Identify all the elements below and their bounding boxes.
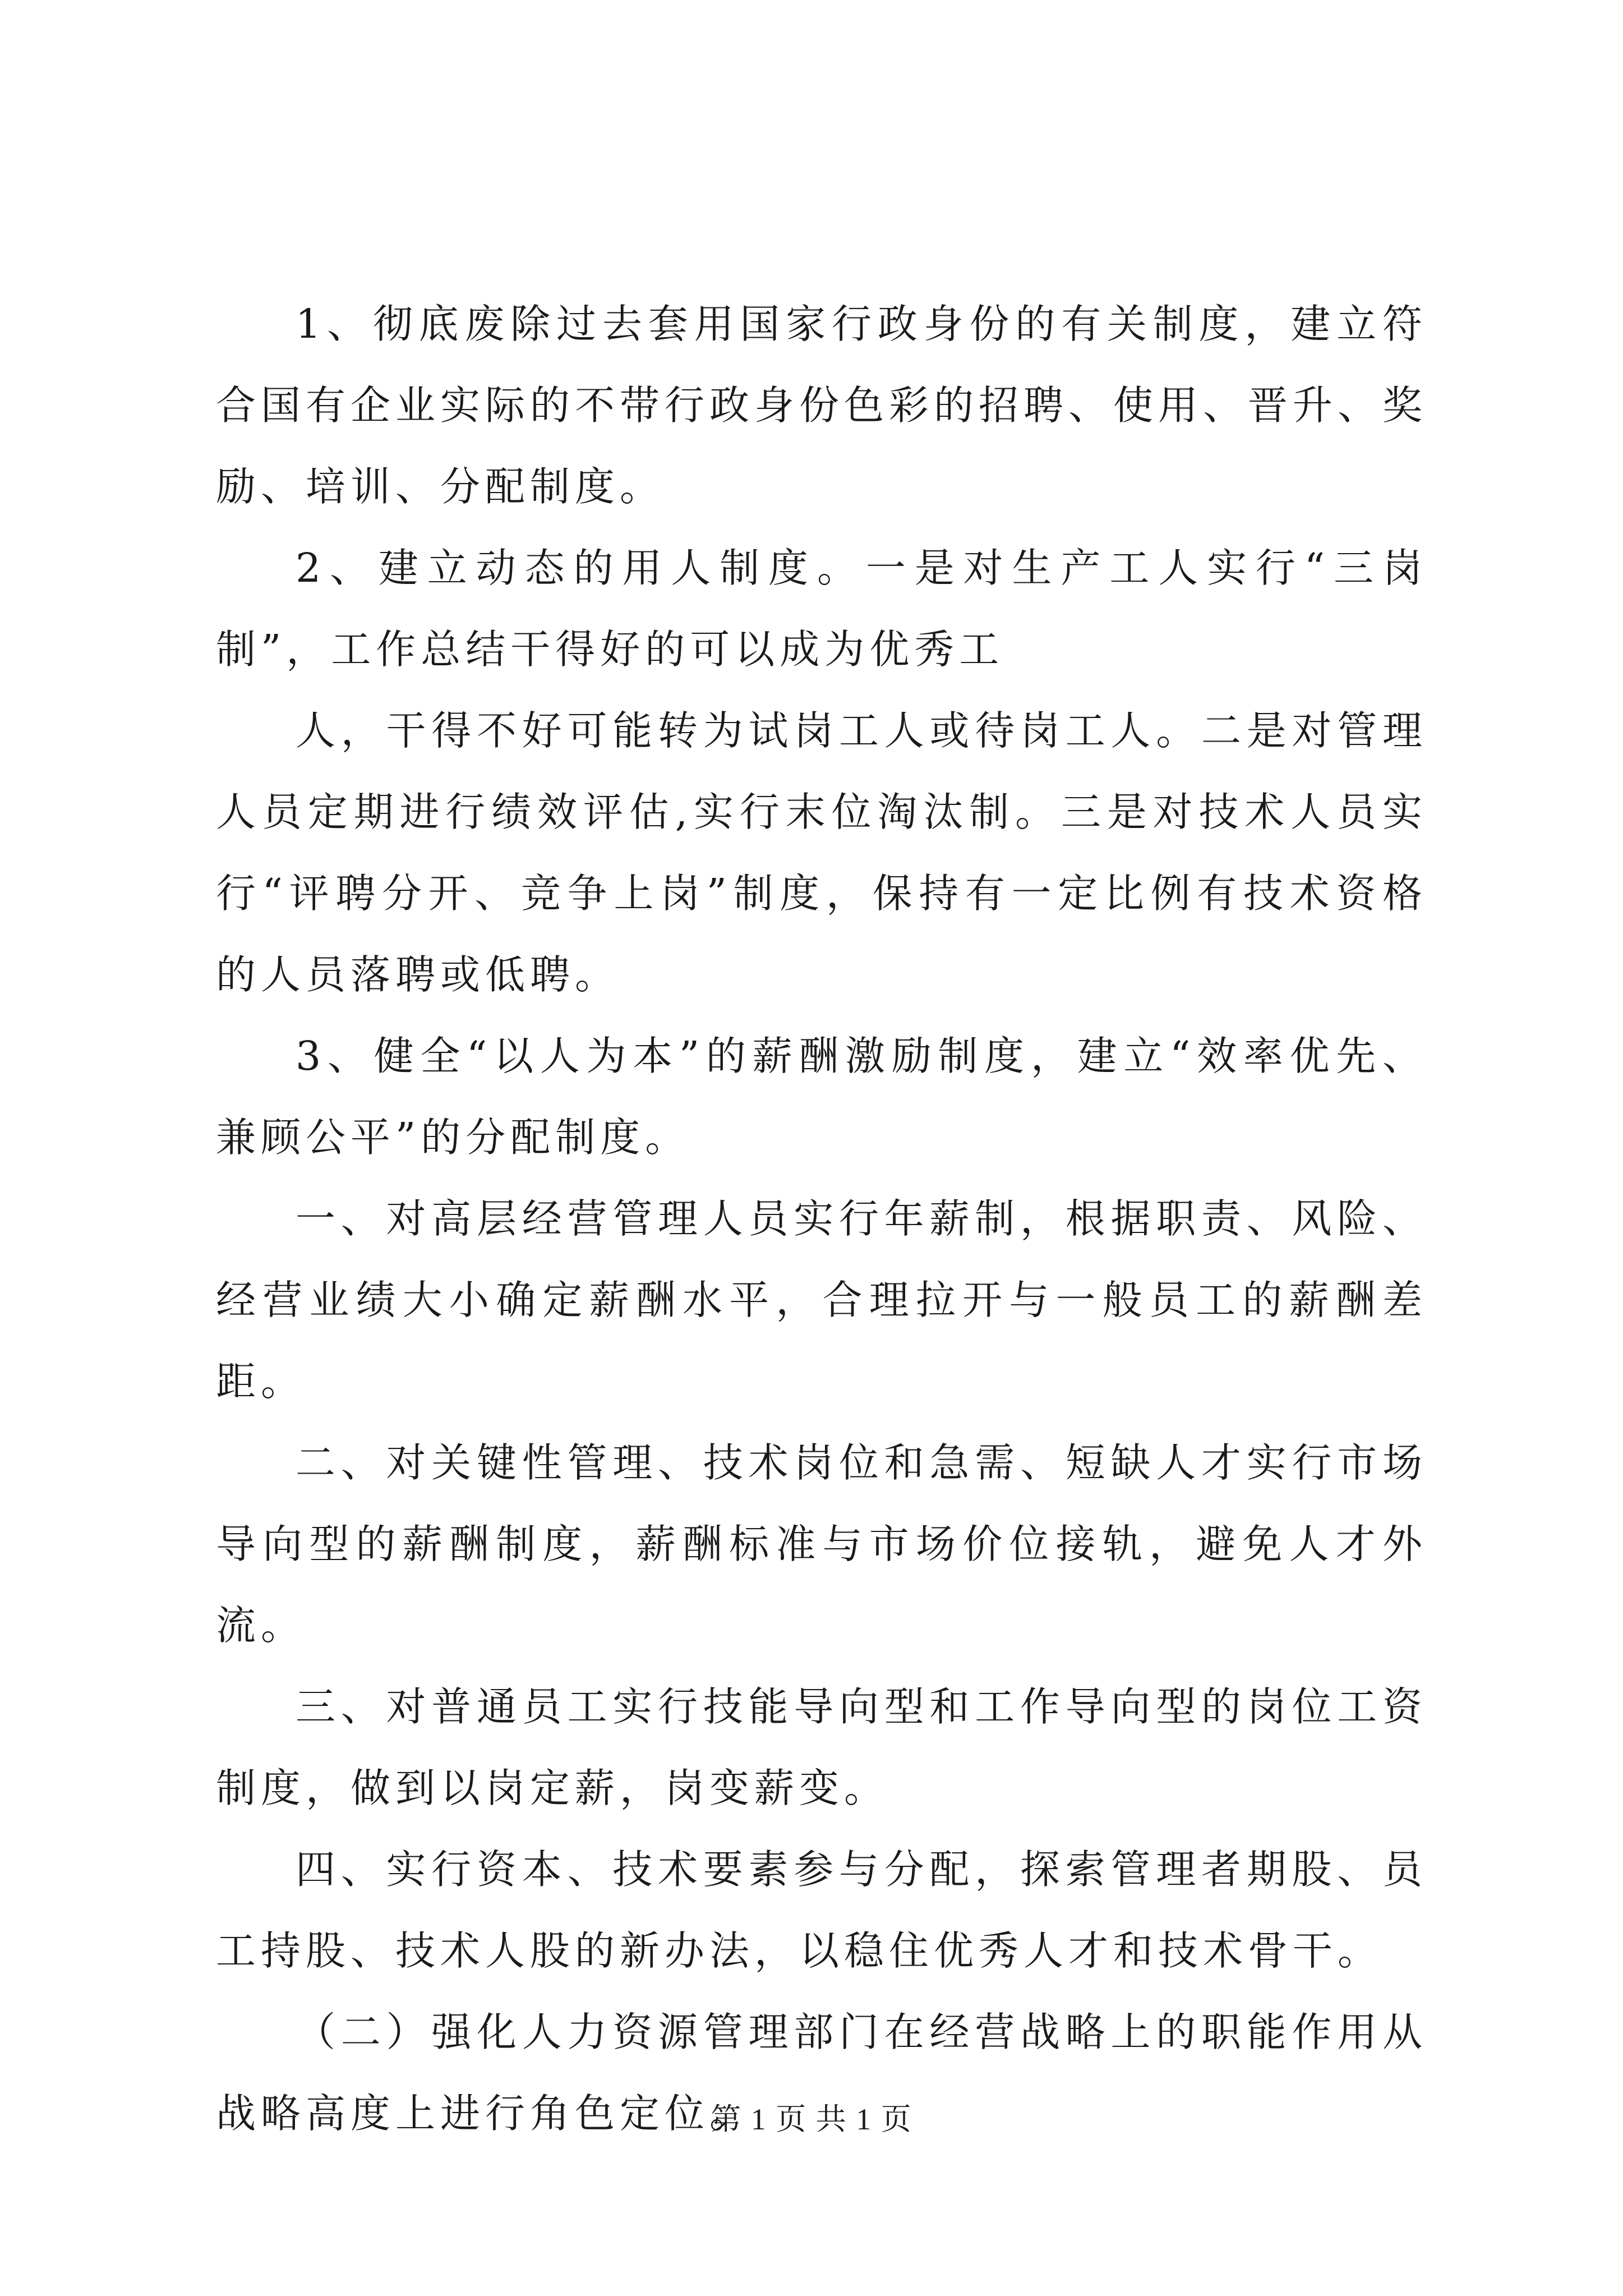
paragraph-1: 1、彻底废除过去套用国家行政身份的有关制度，建立符合国有企业实际的不带行政身份色彩的招聘、使用、晋升、奖励、培训、分配制度。	[216, 301, 1428, 510]
paragraph-9: （二）强化人力资源管理部门在经营战略上的职能作用从战略高度上进行角色定位。	[216, 2009, 1427, 2137]
document-body	[216, 283, 1427, 2154]
paragraph-2: 2、建立动态的用人制度。一是对生产工人实行“三岗制”，工作总结干得好的可以成为优秀工	[216, 545, 1427, 673]
paragraph-6: 二、对关键性管理、技术岗位和急需、短缺人才实行市场导向型的薪酬制度，薪酬标准与市场价位接轨，避免人才外流。	[216, 1439, 1427, 1649]
paragraph-3: 人，干得不好可能转为试岗工人或待岗工人。二是对管理人员定期进行绩效评估,实行末位淘汰制。三是对技术人员实行“评聘分开、竞争上岗”制度，保持有一定比例有技术资格的人员落聘或低聘。	[216, 707, 1427, 998]
paragraph-8: 四、实行资本、技术要素参与分配，探索管理者期股、员工持股、技术人股的新办法，以稳住优秀人才和技术骨干。	[216, 1846, 1427, 1974]
page-footer: 第 1 页 共 1 页	[711, 2102, 912, 2136]
paragraph-5: 一、对高层经营管理人员实行年薪制，根据职责、风险、经营业绩大小确定薪酬水平，合理拉开与一般员工的薪酬差距。	[216, 1195, 1427, 1405]
paragraph-4: 3、健全“以人为本”的薪酬激励制度，建立“效率优先、兼顾公平”的分配制度。	[216, 1033, 1427, 1161]
paragraph-7: 三、对普通员工实行技能导向型和工作导向型的岗位工资制度，做到以岗定薪，岗变薪变。	[216, 1683, 1427, 1811]
